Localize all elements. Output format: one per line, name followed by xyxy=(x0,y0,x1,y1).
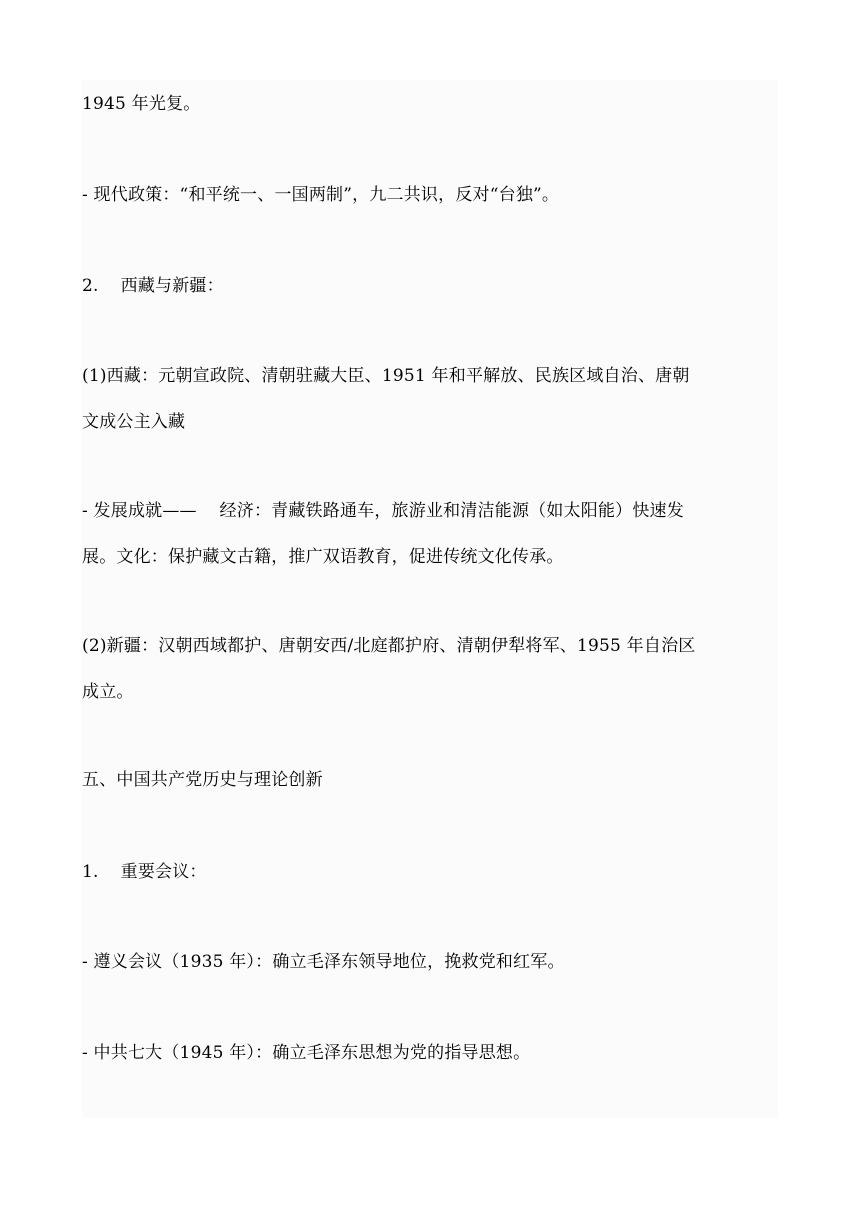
text-line: 文成公主入藏 xyxy=(82,412,186,432)
text-line: 展。文化：保护藏文古籍，推广双语教育，促进传统文化传承。 xyxy=(82,547,564,567)
text-line: - 现代政策：“和平统一、一国两制”，九二共识，反对“台独”。 xyxy=(82,185,560,205)
section-heading: 五、中国共产党历史与理论创新 xyxy=(82,770,323,790)
text-line: - 遵义会议（1935 年）：确立毛泽东领导地位，挽救党和红军。 xyxy=(82,952,565,972)
paragraph-xinjiang xyxy=(82,623,782,715)
text-line: (1)西藏：元朝宣政院、清朝驻藏大臣、1951 年和平解放、民族区域自治、唐朝 xyxy=(82,366,690,386)
paragraph-achievements xyxy=(82,488,782,580)
list-number: 2. xyxy=(82,276,99,296)
heading-text: 重要会议： xyxy=(120,862,207,882)
text-line: 1945 年光复。 xyxy=(82,94,201,114)
heading-text: 西藏与新疆： xyxy=(120,276,224,296)
list-number: 1. xyxy=(82,862,99,882)
text-line: (2)新疆：汉朝西域都护、唐朝安西/北庭都护府、清朝伊犁将军、1955 年自治区 xyxy=(82,636,696,656)
numbered-heading xyxy=(82,271,782,301)
numbered-heading xyxy=(82,857,782,887)
text-line: - 中共七大（1945 年）：确立毛泽东思想为党的指导思想。 xyxy=(82,1043,531,1063)
text-line: 成立。 xyxy=(82,682,134,702)
text-line: - 发展成就—— 经济：青藏铁路通车，旅游业和清洁能源（如太阳能）快速发 xyxy=(82,501,684,521)
paragraph-tibet xyxy=(82,353,782,445)
